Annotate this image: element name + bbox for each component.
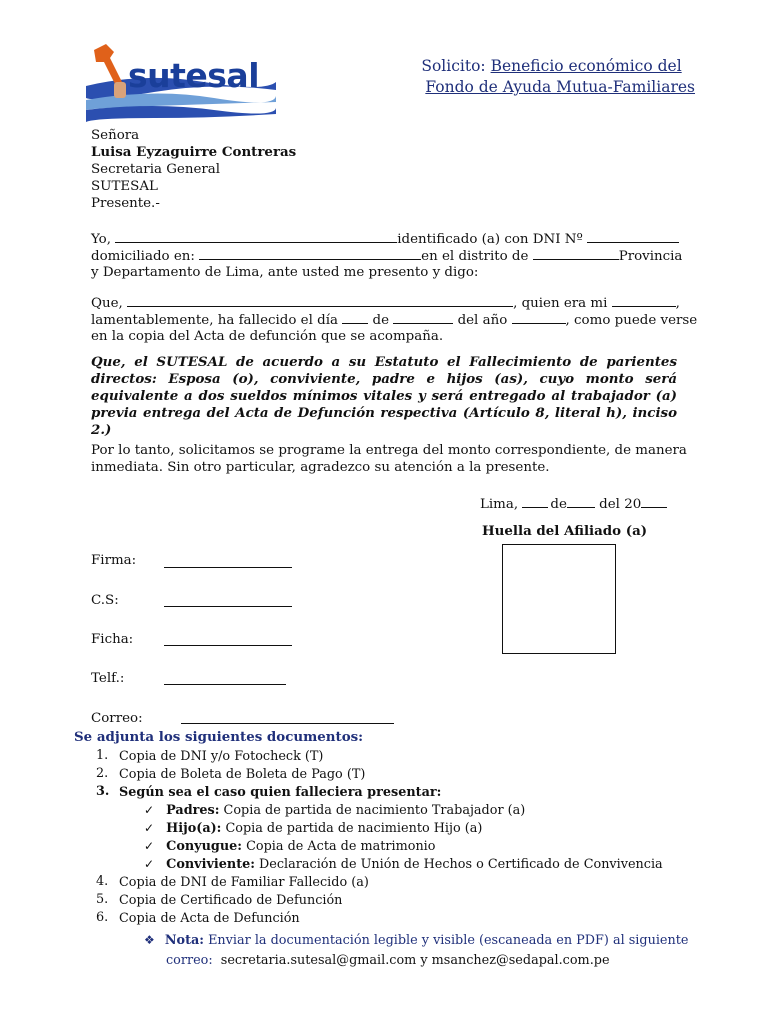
date-de: de — [550, 497, 567, 512]
year-blank — [512, 311, 566, 324]
note-emails: secretaria.sutesal@gmail.com y msanchez@sedapal.com.pe — [220, 953, 610, 968]
sub-item-text: Copia de partida de nacimiento Hijo (a) — [221, 821, 483, 836]
correo-line[interactable] — [181, 722, 394, 724]
date-year-blank — [641, 495, 667, 508]
p2-que: Que, — [91, 296, 123, 311]
addressee-position: Secretaria General — [91, 162, 221, 177]
address-blank — [199, 247, 421, 260]
paragraph-4-line-1: Por lo tanto, solicitamos se programe la entrega del monto correspondiente, de manera — [91, 443, 687, 458]
cs-label: C.S: — [91, 593, 119, 608]
doc-item: Copia de DNI y/o Fotocheck (T) — [119, 749, 324, 764]
firma-label: Firma: — [91, 553, 137, 568]
name-blank — [115, 230, 397, 243]
telf-line[interactable] — [164, 683, 286, 685]
fingerprint-box[interactable] — [502, 544, 616, 654]
note-correo-label: correo: — [166, 953, 213, 968]
p2-died: lamentablemente, ha fallecido el día — [91, 313, 338, 328]
doc-number: 5. — [96, 892, 109, 907]
paragraph-3-statute: Que, el SUTESAL de acuerdo a su Estatuto el Fallecimiento de parientes directos: Esposa (o), conviviente, padre e hijos (as), cuyo monto será equivalente a dos sueldos mínimos vitales y será entregado al trabajador (a) previa entrega del Acta de Defunción respectiva (Artículo 8, literal h), inciso 2.) — [91, 354, 677, 438]
p1-yo: Yo, — [91, 232, 111, 247]
paragraph-2-line-1 — [91, 294, 680, 312]
p2-see: , como puede verse — [565, 313, 698, 328]
doc-item: Copia de Certificado de Defunción — [119, 893, 343, 908]
sub-item-label: Conyugue: — [166, 839, 243, 854]
paragraph-4-line-2: inmediata. Sin otro particular, agradezco su atención a la presente. — [91, 460, 550, 475]
sub-item-label: Hijo(a): — [166, 821, 222, 836]
checkmark-icon: ✓ — [144, 803, 155, 817]
doc-number: 3. — [96, 784, 110, 799]
addressee-name: Luisa Eyzaguirre Contreras — [91, 144, 297, 160]
telf-label: Telf.: — [91, 671, 125, 686]
day-blank — [342, 311, 368, 324]
sub-item-hijo — [144, 820, 482, 838]
doc-number: 1. — [96, 748, 109, 763]
date-month-blank — [567, 495, 595, 508]
fingerprint-label: Huella del Afiliado (a) — [482, 523, 648, 539]
date-city: Lima, — [480, 497, 519, 512]
date-day-blank — [522, 495, 548, 508]
sub-item-label: Padres: — [166, 803, 220, 818]
sub-item-label: Conviviente: — [166, 857, 255, 872]
diamond-bullet-icon: ❖ — [144, 933, 155, 947]
checkmark-icon: ✓ — [144, 821, 155, 835]
addressee-org: SUTESAL — [91, 179, 158, 194]
title-line-2: Fondo de Ayuda Mutua-Familiares — [425, 78, 695, 96]
p1-province: Provincia — [618, 249, 683, 264]
paragraph-2-line-3: en la copia del Acta de defunción que se acompaña. — [91, 329, 444, 344]
correo-label: Correo: — [91, 711, 143, 726]
deceased-name-blank — [127, 294, 513, 307]
district-blank — [533, 247, 619, 260]
paragraph-1-line-3: y Departamento de Lima, ante usted me presento y digo: — [91, 265, 479, 280]
firma-line[interactable] — [164, 566, 292, 568]
doc-item: Copia de DNI de Familiar Fallecido (a) — [119, 875, 369, 890]
p1-district: en el distrito de — [421, 249, 529, 264]
p2-comma: , — [675, 296, 680, 311]
paragraph-1-line-2 — [91, 247, 682, 265]
paragraph-2-line-2 — [91, 311, 697, 329]
dni-blank — [587, 230, 679, 243]
sub-item-text: Copia de Acta de matrimonio — [242, 839, 436, 854]
sub-item-text: Declaración de Unión de Hechos o Certificado de Convivencia — [254, 857, 663, 872]
date-line — [480, 495, 667, 513]
addressee-closing: Presente.- — [91, 196, 160, 211]
doc-item: Copia de Boleta de Boleta de Pago (T) — [119, 767, 366, 782]
checkmark-icon: ✓ — [144, 839, 155, 853]
sub-item-padres — [144, 802, 525, 820]
doc-item: Según sea el caso quien falleciera presentar: — [119, 785, 442, 800]
p1-domiciled: domiciliado en: — [91, 249, 195, 264]
p2-de: de — [372, 313, 390, 328]
doc-item: Copia de Acta de Defunción — [119, 911, 300, 926]
title-line-1: Beneficio económico del — [490, 57, 682, 75]
sub-item-conviviente — [144, 856, 663, 874]
logo-text: sutesal — [128, 56, 260, 95]
month-blank — [393, 311, 453, 324]
sub-item-conyugue — [144, 838, 435, 856]
note-line-1: Enviar la documentación legible y visible (escaneada en PDF) al siguiente — [208, 933, 689, 948]
note-label: Nota: — [164, 933, 205, 948]
doc-number: 4. — [96, 874, 109, 889]
paragraph-1-line-1 — [91, 230, 679, 248]
documents-heading: Se adjunta los siguientes documentos: — [74, 729, 364, 745]
cs-line[interactable] — [164, 605, 292, 607]
ficha-label: Ficha: — [91, 632, 134, 647]
note-block — [144, 930, 689, 971]
p2-year: del año — [457, 313, 508, 328]
p1-identified: identificado (a) con DNI Nº — [397, 232, 583, 247]
ficha-line[interactable] — [164, 644, 292, 646]
doc-number: 2. — [96, 766, 109, 781]
sub-item-text: Copia de partida de nacimiento Trabajador (a) — [219, 803, 526, 818]
date-del: del 20 — [599, 497, 642, 512]
relationship-blank — [612, 294, 676, 307]
title-label: Solicito: — [421, 57, 486, 75]
p2-was: , quien era mi — [513, 296, 608, 311]
checkmark-icon: ✓ — [144, 857, 155, 871]
doc-number: 6. — [96, 910, 109, 925]
request-title — [421, 56, 695, 98]
addressee-salutation: Señora — [91, 128, 140, 143]
